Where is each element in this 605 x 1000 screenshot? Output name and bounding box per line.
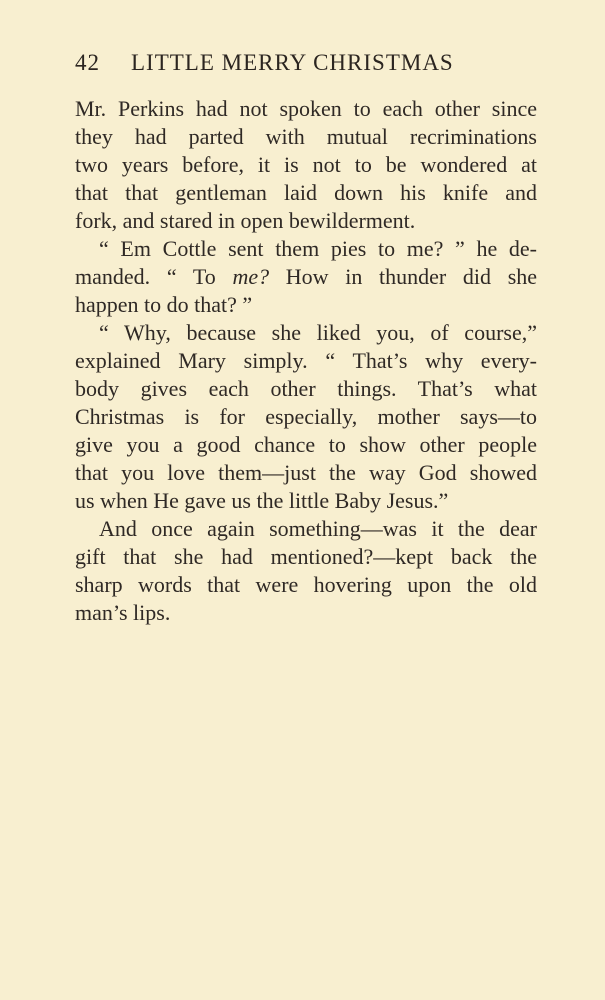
text-line: Mr. Perkins had not spoken to each other since <box>75 96 537 121</box>
italic-text: me? <box>232 264 270 289</box>
text-line: give you a good chance to show other people <box>75 432 537 457</box>
text-line: explained Mary simply. “ That’s why every- <box>75 348 537 373</box>
text-line: man’s lips. <box>75 600 171 625</box>
text-line: gift that she had mentioned?—kept back the <box>75 544 537 569</box>
text-fragment: manded. “ To <box>75 264 216 289</box>
body-text <box>75 95 537 627</box>
text-line: sharp words that were hovering upon the old <box>75 572 537 597</box>
text-line: body gives each other things. That’s what <box>75 376 537 401</box>
page-number: 42 <box>75 50 100 75</box>
text-fragment: How in thunder did she <box>285 264 538 289</box>
text-line: happen to do that? ” <box>75 292 253 317</box>
text-line: they had parted with mutual recriminations <box>75 124 537 149</box>
text-line: fork, and stared in open bewilderment. <box>75 208 416 233</box>
text-line: that you love them—just the way God showed <box>75 460 537 485</box>
text-line: two years before, it is not to be wondered at <box>75 152 537 177</box>
text-line: “ Em Cottle sent them pies to me? ” he de- <box>99 236 537 261</box>
text-line: “ Why, because she liked you, of course,” <box>99 320 537 345</box>
book-title: LITTLE MERRY CHRISTMAS <box>131 50 454 75</box>
text-line: us when He gave us the little Baby Jesus.” <box>75 488 449 513</box>
text-line: that that gentleman laid down his knife and <box>75 180 537 205</box>
running-head <box>75 50 535 84</box>
text-line: And once again something—was it the dear <box>99 516 537 541</box>
text-line <box>75 263 537 291</box>
text-line: Christmas is for especially, mother says—to <box>75 404 537 429</box>
